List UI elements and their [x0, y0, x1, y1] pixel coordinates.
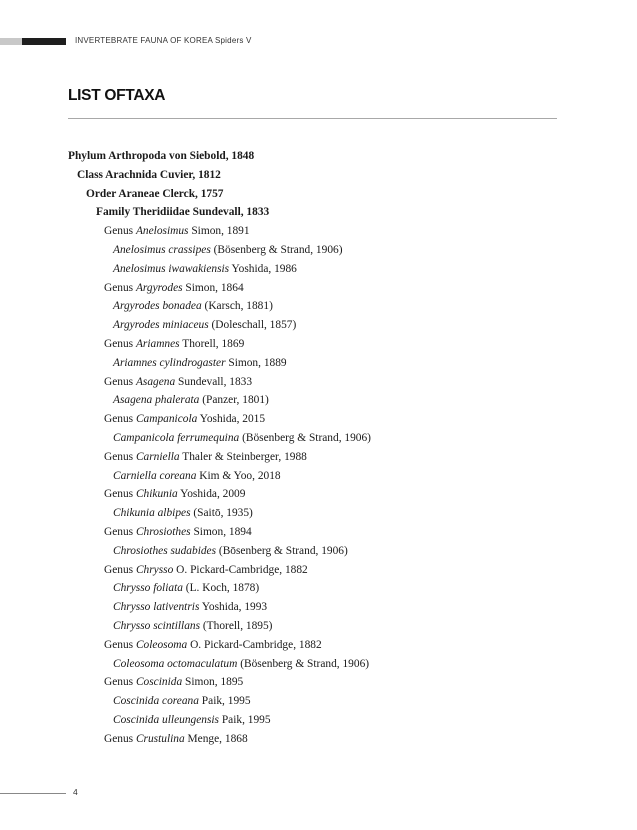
taxon-genus [0, 373, 637, 392]
rank-label: Genus [104, 225, 136, 238]
authority: Menge, 1868 [184, 732, 248, 745]
scientific-name: Chrysso scintillans [113, 619, 201, 632]
scientific-name: Argyrodes miniaceus [113, 319, 209, 332]
taxon-genus [0, 279, 637, 298]
rank-label: Genus [104, 525, 136, 538]
rank-label: Genus [104, 413, 136, 426]
scientific-name: Asagena phalerata [113, 394, 200, 407]
page-title: LIST OFTAXA [68, 87, 166, 104]
header-accent-bar-light [0, 38, 22, 45]
taxon-species [0, 617, 637, 636]
authority: Simon, 1894 [190, 525, 252, 538]
rank-label: Genus [104, 450, 136, 463]
taxon-phylum: Phylum Arthropoda von Siebold, 1848 [68, 150, 255, 162]
taxon-genus [0, 730, 637, 749]
scientific-name: Chikunia [135, 488, 178, 501]
taxon-genus [0, 673, 637, 692]
authority: Simon, 1864 [182, 281, 244, 294]
taxon-genus [0, 636, 637, 655]
scientific-name: Coscinida coreana [113, 695, 199, 708]
authority: (Bōsenberg & Strand, 1906) [216, 544, 348, 557]
authority: Simon, 1891 [188, 225, 250, 238]
header-accent-bar-dark [22, 38, 66, 45]
taxon-class: Class Arachnida Cuvier, 1812 [77, 168, 221, 181]
authority: Simon, 1895 [182, 676, 244, 689]
authority: Paik, 1995 [198, 695, 251, 708]
scientific-name: Anelosimus [135, 225, 189, 238]
taxon-species [0, 579, 637, 598]
taxon-species [0, 542, 637, 561]
scientific-name: Chrysso foliata [113, 582, 183, 595]
scientific-name: Coleosoma octomaculatum [113, 657, 238, 670]
scientific-name: Chrosiothes [135, 525, 191, 538]
authority: O. Pickard-Cambridge, 1882 [173, 563, 308, 576]
scientific-name: Anelosimus crassipes [113, 243, 211, 256]
authority: (Bösenberg & Strand, 1906) [237, 657, 370, 670]
taxon-genus [0, 410, 637, 429]
scientific-name: Chrysso lativentris [113, 601, 200, 614]
authority: (Doleschall, 1857) [208, 319, 297, 332]
taxon-order: Order Araneae Clerck, 1757 [86, 187, 224, 200]
scientific-name: Coscinida ulleungensis [113, 713, 219, 726]
taxon-species [0, 655, 637, 674]
rank-label: Genus [104, 281, 136, 294]
taxon-species [0, 504, 637, 523]
rank-label: Genus [104, 638, 136, 651]
taxon-genus [0, 485, 637, 504]
rank-label: Genus [104, 375, 136, 388]
taxon-species [0, 260, 637, 279]
authority: (Bösenberg & Strand, 1906) [239, 431, 371, 444]
authority: Yoshida, 1993 [199, 601, 268, 614]
scientific-name: Campanicola [135, 413, 198, 426]
rank-label: Genus [104, 488, 136, 501]
authority: (Karsch, 1881) [201, 300, 273, 313]
scientific-name: Asagena [135, 375, 176, 388]
rank-label: Genus [104, 676, 136, 689]
taxon-genus [0, 222, 637, 241]
scientific-name: Coscinida [135, 676, 183, 689]
taxon-species [0, 711, 637, 730]
taxon-genus [0, 561, 637, 580]
scientific-name: Coleosoma [135, 638, 188, 651]
scientific-name: Carniella [135, 450, 180, 463]
title-divider [68, 118, 557, 119]
scientific-name: Ariamnes cylindrogaster [113, 356, 226, 369]
authority: (Bösenberg & Strand, 1906) [210, 243, 343, 256]
scientific-name: Chrysso [135, 563, 174, 576]
authority: Yoshida, 2009 [177, 488, 246, 501]
scientific-name: Anelosimus iwawakiensis [113, 262, 230, 275]
scientific-name: Chikunia albipes [113, 507, 191, 520]
taxon-species [0, 692, 637, 711]
authority: Sundevall, 1833 [175, 375, 253, 388]
scientific-name: Chrosiothes sudabides [113, 544, 217, 557]
rank-label: Genus [104, 337, 136, 350]
taxon-species [0, 598, 637, 617]
authority: O. Pickard-Cambridge, 1882 [187, 638, 322, 651]
authority: Kim & Yoo, 2018 [196, 469, 281, 482]
authority: Paik, 1995 [219, 713, 271, 726]
authority: (L. Koch, 1878) [182, 582, 260, 595]
authority: (Saitō, 1935) [190, 507, 253, 520]
taxon-species [0, 429, 637, 448]
authority: Simon, 1889 [225, 356, 287, 369]
scientific-name: Campanicola ferrumequina [113, 431, 240, 444]
scientific-name: Carniella coreana [113, 469, 197, 482]
taxon-genus [0, 335, 637, 354]
scientific-name: Ariamnes [135, 337, 180, 350]
taxon-family: Family Theridiidae Sundevall, 1833 [96, 206, 270, 219]
scientific-name: Argyrodes bonadea [113, 300, 202, 313]
running-header: INVERTEBRATE FAUNA OF KOREA Spiders V [75, 36, 252, 45]
taxon-species [0, 354, 637, 373]
authority: Yoshida, 2015 [197, 413, 266, 426]
taxon-genus [0, 523, 637, 542]
authority: Yoshida, 1986 [229, 262, 297, 275]
taxon-species [0, 391, 637, 410]
rank-label: Genus [104, 563, 136, 576]
taxon-genus [0, 448, 637, 467]
authority: (Thorell, 1895) [200, 619, 273, 632]
taxon-species [0, 241, 637, 260]
scientific-name: Argyrodes [135, 281, 183, 294]
taxa-list [0, 147, 637, 749]
authority: Thorell, 1869 [179, 337, 245, 350]
authority: (Panzer, 1801) [199, 394, 269, 407]
taxon-species [0, 316, 637, 335]
footer-divider [0, 793, 66, 794]
taxon-species [0, 297, 637, 316]
rank-label: Genus [104, 732, 136, 745]
taxon-species [0, 467, 637, 486]
scientific-name: Crustulina [135, 732, 185, 745]
page-number: 4 [73, 787, 78, 797]
authority: Thaler & Steinberger, 1988 [179, 450, 307, 463]
